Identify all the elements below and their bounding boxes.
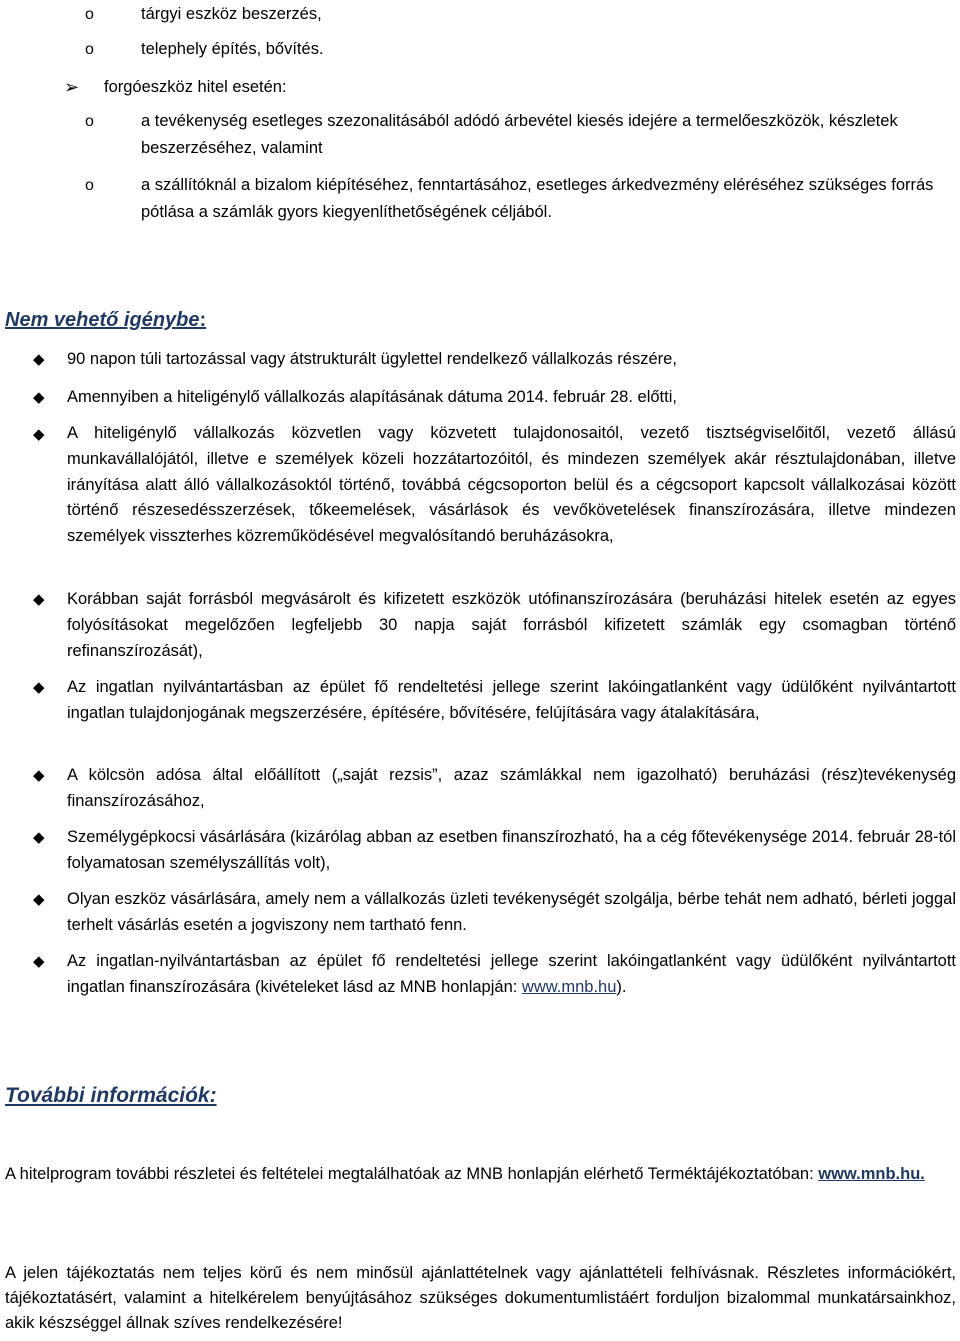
exclusion-text: Személygépkocsi vásárlására (kizárólag abban az esetben finanszírozható, ha a cég főtevékenysége 2014. február 28-tól folyamatosan személyszállítás volt),	[67, 828, 956, 872]
more-info-paragraph	[5, 1162, 956, 1187]
list-item-text: telephely építés, bővítés.	[141, 40, 324, 58]
diamond-bullet-icon: ◆	[33, 389, 45, 406]
diamond-bullet-icon: ◆	[33, 953, 45, 970]
exclusion-text: 90 napon túli tartozással vagy átstrukturált ügylettel rendelkező vállalkozás részére,	[67, 350, 677, 368]
exclusion-text-body: Az ingatlan-nyilvántartásban az épület fő rendeltetési jellege szerint lakóingatlanként vagy üdülőként nyilvántartott ingatlan finanszírozására (kivételeket lásd az MNB honlapján:	[67, 952, 956, 996]
more-info-text: A hitelprogram további részletei és feltételei megtalálhatóak az MNB honlapján elérhető Terméktájékoztatóban:	[5, 1165, 819, 1183]
list-item-text: a tevékenység esetleges szezonalitásából adódó árbevétel kiesés idejére a termelőeszközök, készletek beszerzéséhez, valamint	[141, 112, 898, 157]
arrow-bullet-icon: ➢	[64, 77, 80, 97]
list-item-text: tárgyi eszköz beszerzés,	[141, 5, 322, 23]
diamond-bullet-icon: ◆	[33, 591, 45, 608]
diamond-bullet-icon: ◆	[33, 767, 45, 784]
exclusion-text: Korábban saját forrásból megvásárolt és kifizetett eszközök utófinanszírozására (beruházási hitelek esetén az egyes folyósításokat megelőzően legfeljebb 30 napja saját forrásból kifizetett számlák egy csomagban történő refinanszírozását),	[67, 590, 956, 660]
bullet-o-icon: o	[85, 177, 94, 194]
heading-text: Nem vehető igénybe	[5, 309, 200, 331]
bullet-o-icon: o	[85, 113, 94, 130]
diamond-bullet-icon: ◆	[33, 351, 45, 368]
exclusion-text: A kölcsön adósa által előállított („saját rezsis”, azaz számlákkal nem igazolható) beruházási (rész)tevékenység finanszírozásához,	[67, 766, 956, 810]
list-item-text: forgóeszköz hitel esetén:	[104, 78, 287, 96]
exclusion-text-end: ).	[616, 978, 627, 996]
exclusion-text: Olyan eszköz vásárlására, amely nem a vállalkozás üzleti tevékenységét szolgálja, bérbe tehát nem adható, bérleti joggal terhelt vásárlás esetén a jogviszony nem tartható fenn.	[67, 890, 956, 934]
exclusion-text	[67, 948, 956, 1000]
diamond-bullet-icon: ◆	[33, 891, 45, 908]
exclusion-text: A hiteligénylő vállalkozás közvetlen vagy közvetett tulajdonosaitól, vezető tisztségviselőitől, vezető állású munkavállalójától, illetve e személyek közeli hozzátartozóitól, és mindezen személyek akár résztulajdonában, illetve irányítása alatt álló vállalkozásoktól történő, továbbá cégcsoporton belül és a cégcsoport kapcsolt vállalkozásai között történő részesedésszerzések, tőkeemelések, vásárlások és vevőkövetelések finanszírozására, illetve mindezen személyek visszterhes közreműködésével megvalósítandó beruházásokra,	[67, 424, 956, 546]
heading-colon: :	[199, 309, 207, 331]
bullet-o-icon: o	[85, 41, 94, 58]
list-item-text: a szállítóknál a bizalom kiépítéséhez, fenntartásához, esetleges árkedvezmény eléréséhez szükséges forrás pótlása a számlák gyors kiegyenlíthetőségének céljából.	[141, 176, 934, 221]
mnb-link-bold[interactable]: www.mnb.hu.	[818, 1165, 925, 1183]
diamond-bullet-icon: ◆	[33, 829, 45, 846]
section-heading-more-info: További információk:	[5, 1084, 217, 1107]
exclusion-text: Az ingatlan nyilvántartásban az épület fő rendeltetési jellege szerint lakóingatlanként vagy üdülőként nyilvántartott ingatlan tulajdonjogának megszerzésére, építésére, bővítésére, felújítására vagy átalakítására,	[67, 678, 956, 722]
diamond-bullet-icon: ◆	[33, 426, 45, 443]
section-heading-exclusions	[5, 309, 206, 332]
disclaimer-paragraph: A jelen tájékoztatás nem teljes körű és nem minősül ajánlattételnek vagy ajánlattételi felhívásnak. Részletes információkért, tájékoztatásért, valamint a hitelkérelem benyújtásához szükséges dokumentumlistáért forduljon bizalommal munkatársainkhoz, akik készséggel állnak szíves rendelkezésére!	[5, 1264, 956, 1332]
bullet-o-icon: o	[85, 6, 94, 23]
diamond-bullet-icon: ◆	[33, 679, 45, 696]
exclusion-text: Amennyiben a hiteligénylő vállalkozás alapításának dátuma 2014. február 28. előtti,	[67, 388, 677, 406]
mnb-link[interactable]: www.mnb.hu	[521, 978, 617, 996]
